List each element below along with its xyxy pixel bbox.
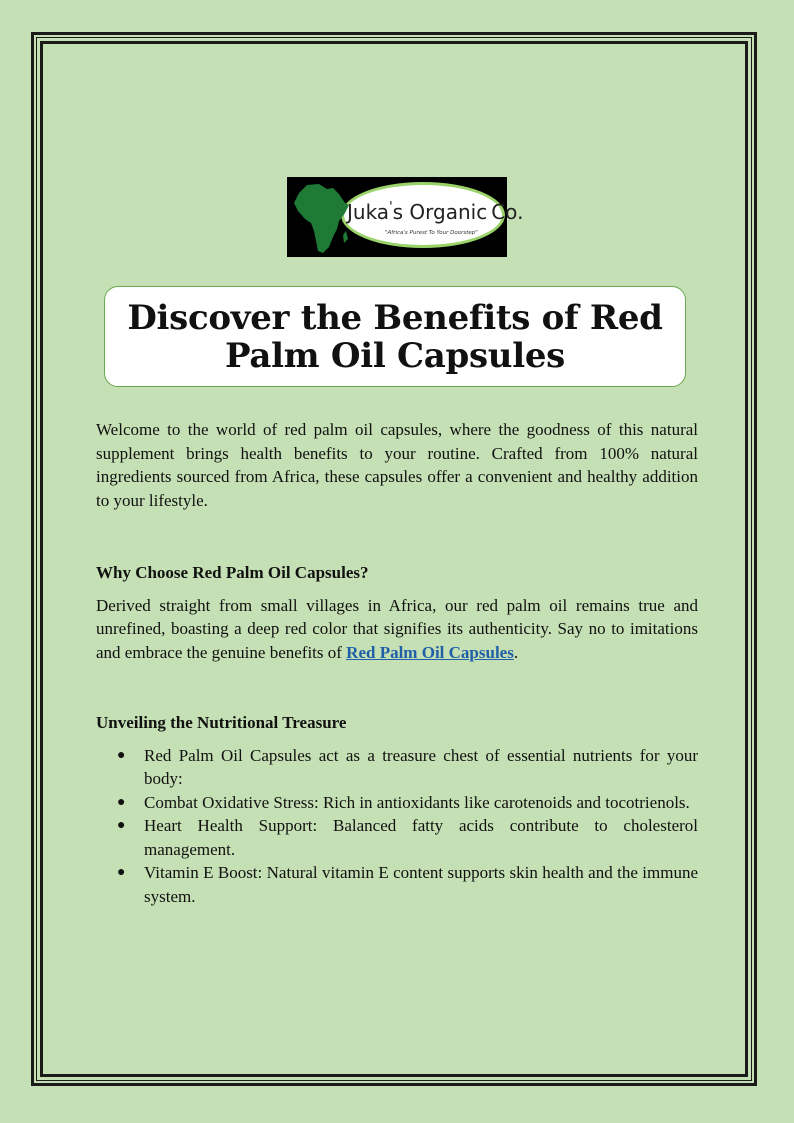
bullet-icon: ● (117, 818, 126, 833)
intro-paragraph: Welcome to the world of red palm oil capsules, where the goodness of this natural supplement brings health benefits to your routine. Crafted from 100% natural ingredients sourced from Africa, these capsules offer a convenient and healthy addition to your lifestyle. (96, 420, 698, 510)
bullet-icon: ● (117, 747, 126, 763)
svg-text:Juka's OrganicCo.: Juka's Organic Co. (347, 200, 524, 224)
bullet-icon: ● (117, 794, 126, 810)
page-title: Discover the Benefits of Red Palm Oil Capsules (127, 297, 663, 376)
why-text: Derived straight from small villages in Africa, our red palm oil remains true and unrefined, boasting a deep red color that signifies its authenticity. Say no to imitations and embrace the genuine benefits of (96, 595, 698, 662)
list-item: ● Red Palm Oil Capsules act as a treasure chest of essential nutrients for your body: (117, 745, 698, 788)
why-text-end: . (513, 642, 519, 662)
section-heading-why: Why Choose Red Palm Oil Capsules? (96, 563, 369, 582)
list-item: ● Vitamin E Boost: Natural vitamin E content supports skin health and the immune system. (117, 863, 698, 906)
article-body (96, 418, 698, 908)
brand-logo (287, 177, 524, 257)
benefits-list (96, 744, 698, 909)
red-palm-oil-capsules-link[interactable]: Red Palm Oil Capsules (346, 642, 514, 662)
title-box (104, 286, 686, 387)
section-heading-nutrition: Unveiling the Nutritional Treasure (96, 713, 347, 732)
logo-tagline: "Africa's Purest To Your Doorstep" (385, 230, 478, 236)
list-item: ● Combat Oxidative Stress: Rich in antioxidants like carotenoids and tocotrienols. (144, 791, 698, 815)
why-paragraph (96, 594, 698, 665)
africa-map-icon (294, 184, 349, 253)
bullet-icon: ● (117, 865, 126, 880)
list-item: ● Heart Health Support: Balanced fatty acids contribute to cholesterol management. (117, 816, 698, 859)
